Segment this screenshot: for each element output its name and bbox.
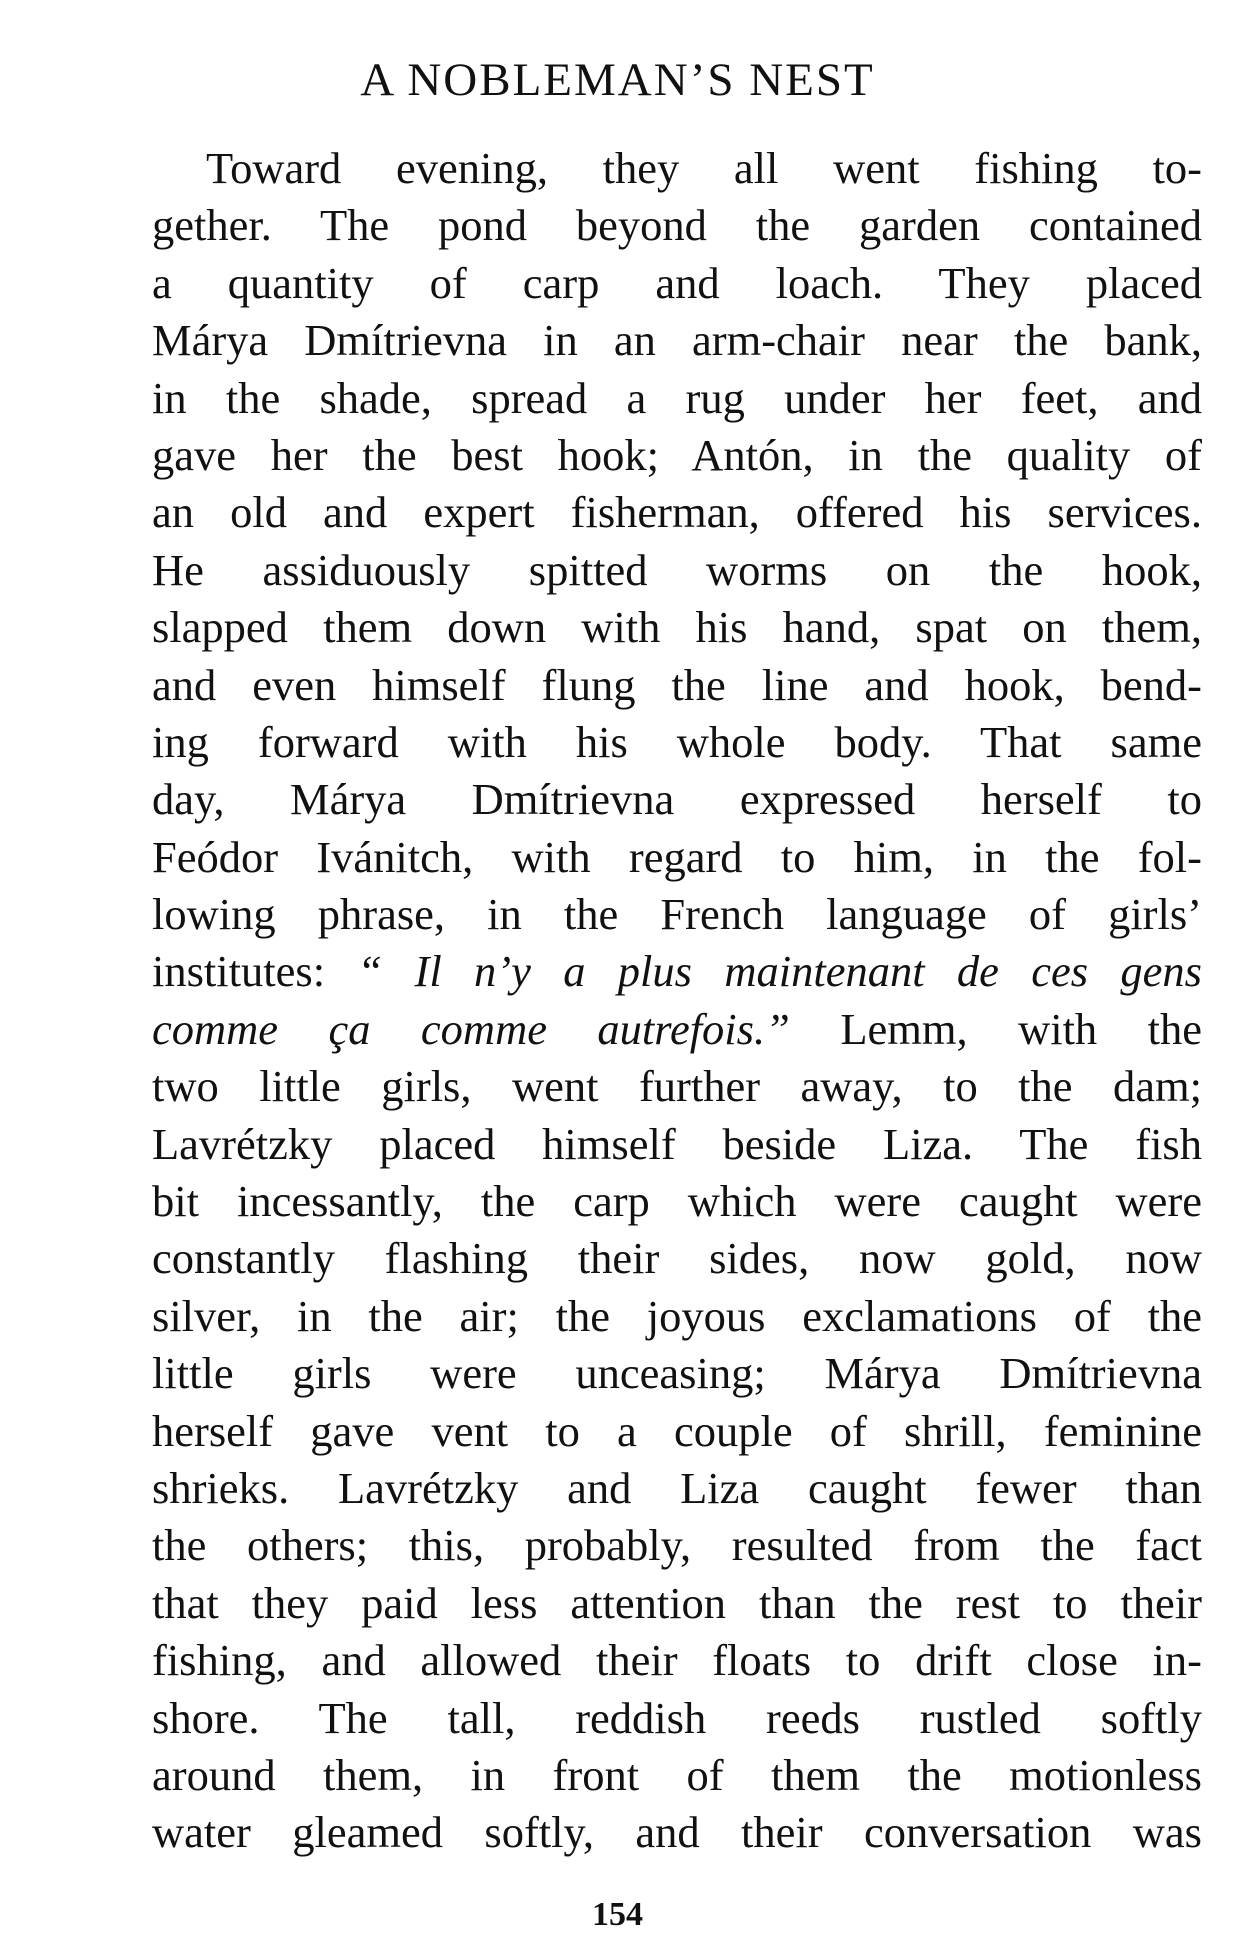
- text-line: herself gave vent to a couple of shrill, feminine: [152, 1405, 1202, 1456]
- running-head: A NOBLEMAN’S NEST: [360, 54, 875, 106]
- body-paragraph: [152, 140, 1202, 1862]
- text-line: an old and expert fisherman, offered his services.: [152, 487, 1202, 538]
- text-line: a quantity of carp and loach. They placed: [152, 257, 1202, 308]
- text-line-mixed: [152, 943, 1202, 1000]
- text-line: lowing phrase, in the French language of girls’: [152, 889, 1202, 940]
- text-line: the others; this, probably, resulted from the fact: [152, 1520, 1202, 1571]
- text-line: constantly flashing their sides, now gold, now: [152, 1233, 1202, 1284]
- text-line-mixed: [152, 1001, 1202, 1058]
- text-line: shore. The tall, reddish reeds rustled softly: [152, 1692, 1202, 1743]
- text-line: silver, in the air; the joyous exclamations of the: [152, 1290, 1202, 1341]
- text-italic-french: comme ça comme autrefois.”: [152, 1003, 790, 1054]
- text-roman: institutes:: [152, 946, 358, 997]
- text-line: Márya Dmítrievna in an arm-chair near the bank,: [152, 315, 1202, 366]
- text-line: Toward evening, they all went fishing to-: [206, 143, 1202, 193]
- text-line: that they paid less attention than the rest to their: [152, 1577, 1202, 1628]
- text-line: slapped them down with his hand, spat on them,: [152, 602, 1202, 653]
- text-line: Lavrétzky placed himself beside Liza. The fish: [152, 1118, 1202, 1169]
- text-line: Feódor Ivánitch, with regard to him, in the fol-: [152, 831, 1202, 882]
- text-italic-french: “ Il n’y a plus maintenant de ces gens: [357, 946, 1202, 997]
- text-line: gave her the best hook; Antón, in the quality of: [152, 429, 1202, 480]
- text-line: two little girls, went further away, to the dam;: [152, 1061, 1202, 1112]
- text-line: around them, in front of them the motionless: [152, 1749, 1202, 1800]
- text-line: and even himself flung the line and hook, bend-: [152, 659, 1202, 710]
- text-line: shrieks. Lavrétzky and Liza caught fewer than: [152, 1462, 1202, 1513]
- text-line: water gleamed softly, and their conversation was: [152, 1807, 1202, 1858]
- text-line: in the shade, spread a rug under her feet, and: [152, 372, 1202, 423]
- text-line: bit incessantly, the carp which were caught were: [152, 1176, 1202, 1227]
- text-line: little girls were unceasing; Márya Dmítrievna: [152, 1348, 1202, 1399]
- text-line: fishing, and allowed their floats to drift close in-: [152, 1635, 1202, 1686]
- text-line: ing forward with his whole body. That same: [152, 716, 1202, 767]
- text-roman: Lemm, with the: [789, 1003, 1202, 1054]
- text-line: day, Márya Dmítrievna expressed herself to: [152, 774, 1202, 825]
- text-line: He assiduously spitted worms on the hook,: [152, 544, 1202, 595]
- text-line: gether. The pond beyond the garden contained: [152, 200, 1202, 251]
- page-number: 154: [592, 1896, 643, 1933]
